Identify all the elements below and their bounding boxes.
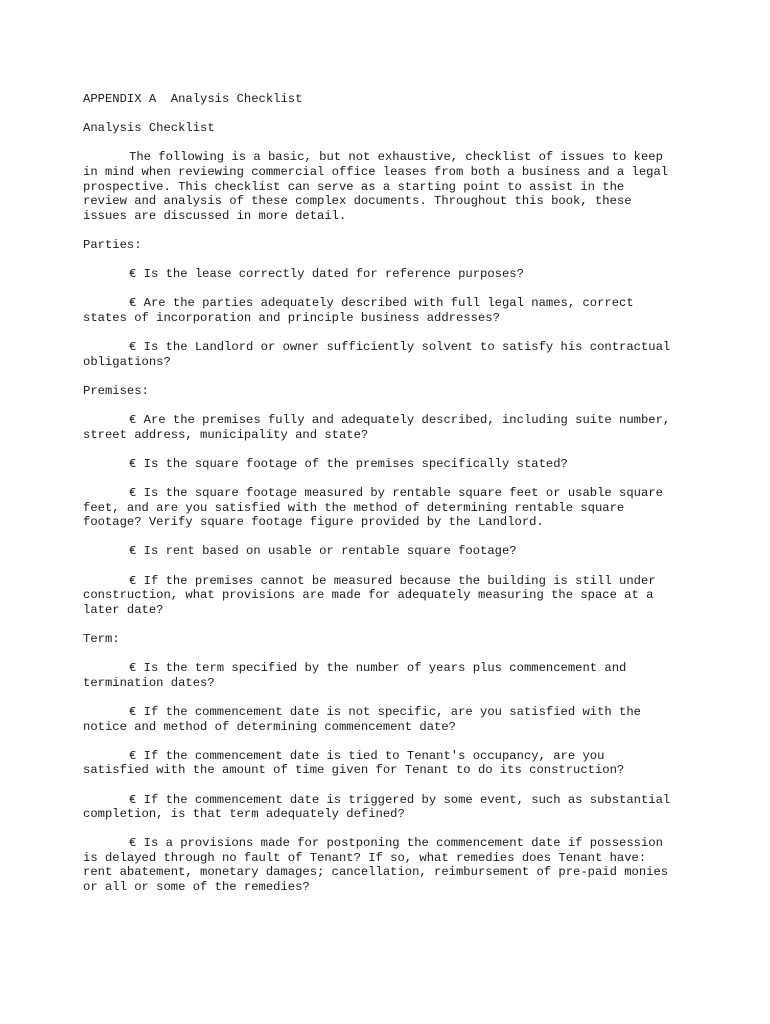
checklist-item: [83, 413, 693, 442]
intro-line: prospective. This checklist can serve as a starting point to assist in the: [83, 179, 625, 194]
item-line: € If the premises cannot be measured because the building is still under: [129, 573, 656, 588]
section-title-term: Term:: [83, 631, 120, 646]
item-line: € Is a provisions made for postponing the commencement date if possession: [129, 836, 663, 851]
item-line: satisfied with the amount of time given for Tenant to do its construction?: [83, 763, 625, 778]
item-line: € Is rent based on usable or rentable square footage?: [129, 544, 517, 559]
item-line: notice and method of determining commencement date?: [83, 719, 456, 734]
checklist-item: [83, 705, 693, 734]
appendix-heading: APPENDIX A Analysis Checklist: [83, 92, 303, 106]
item-line: € If the commencement date is tied to Tenant's occupancy, are you: [129, 748, 605, 763]
item-line: footage? Verify square footage figure provided by the Landlord.: [83, 515, 544, 530]
checklist-item: [83, 661, 693, 690]
item-line: states of incorporation and principle business addresses?: [83, 310, 500, 325]
section-title-parties: Parties:: [83, 237, 142, 252]
intro-line: issues are discussed in more detail.: [83, 208, 347, 223]
item-line: € Are the parties adequately described with full legal names, correct: [129, 296, 634, 311]
item-line: € If the commencement date is not specific, are you satisfied with the: [129, 704, 641, 719]
checklist-title: Analysis Checklist: [83, 121, 215, 136]
checklist-item: [83, 457, 693, 472]
item-line: € Is the square footage measured by rentable square feet or usable square: [129, 486, 663, 501]
section-title-premises: Premises:: [83, 383, 149, 398]
item-line: obligations?: [83, 354, 171, 369]
checklist-item: [83, 836, 693, 894]
intro-line: in mind when reviewing commercial office leases from both a business and a legal: [83, 164, 669, 179]
item-line: is delayed through no fault of Tenant? If so, what remedies does Tenant have:: [83, 850, 647, 865]
item-line: € Is the lease correctly dated for reference purposes?: [129, 267, 524, 282]
checklist-item: [83, 340, 693, 369]
item-line: € Is the term specified by the number of years plus commencement and: [129, 661, 627, 676]
checklist-item: [83, 793, 693, 822]
item-line: feet, and are you satisfied with the method of determining rentable square: [83, 500, 625, 515]
item-line: later date?: [83, 602, 164, 617]
checklist-item: [83, 486, 693, 530]
intro-paragraph: [83, 150, 693, 223]
checklist-item: [83, 749, 693, 778]
item-line: or all or some of the remedies?: [83, 880, 310, 895]
item-line: termination dates?: [83, 675, 215, 690]
item-line: € If the commencement date is triggered by some event, such as substantial: [129, 792, 671, 807]
intro-line: The following is a basic, but not exhaustive, checklist of issues to keep: [129, 150, 663, 165]
item-line: rent abatement, monetary damages; cancellation, reimbursement of pre-paid monies: [83, 865, 669, 880]
item-line: construction, what provisions are made for adequately measuring the space at a: [83, 588, 654, 603]
checklist-item: [83, 574, 693, 618]
item-line: € Is the Landlord or owner sufficiently solvent to satisfy his contractual: [129, 340, 671, 355]
item-line: € Is the square footage of the premises specifically stated?: [129, 456, 568, 471]
checklist-item: [83, 544, 693, 559]
checklist-item: [83, 267, 693, 282]
checklist-item: [83, 296, 693, 325]
item-line: € Are the premises fully and adequately described, including suite number,: [129, 413, 671, 428]
item-line: street address, municipality and state?: [83, 427, 369, 442]
intro-line: review and analysis of these complex documents. Throughout this book, these: [83, 194, 632, 209]
item-line: completion, is that term adequately defined?: [83, 807, 405, 822]
document-page: [83, 92, 693, 895]
